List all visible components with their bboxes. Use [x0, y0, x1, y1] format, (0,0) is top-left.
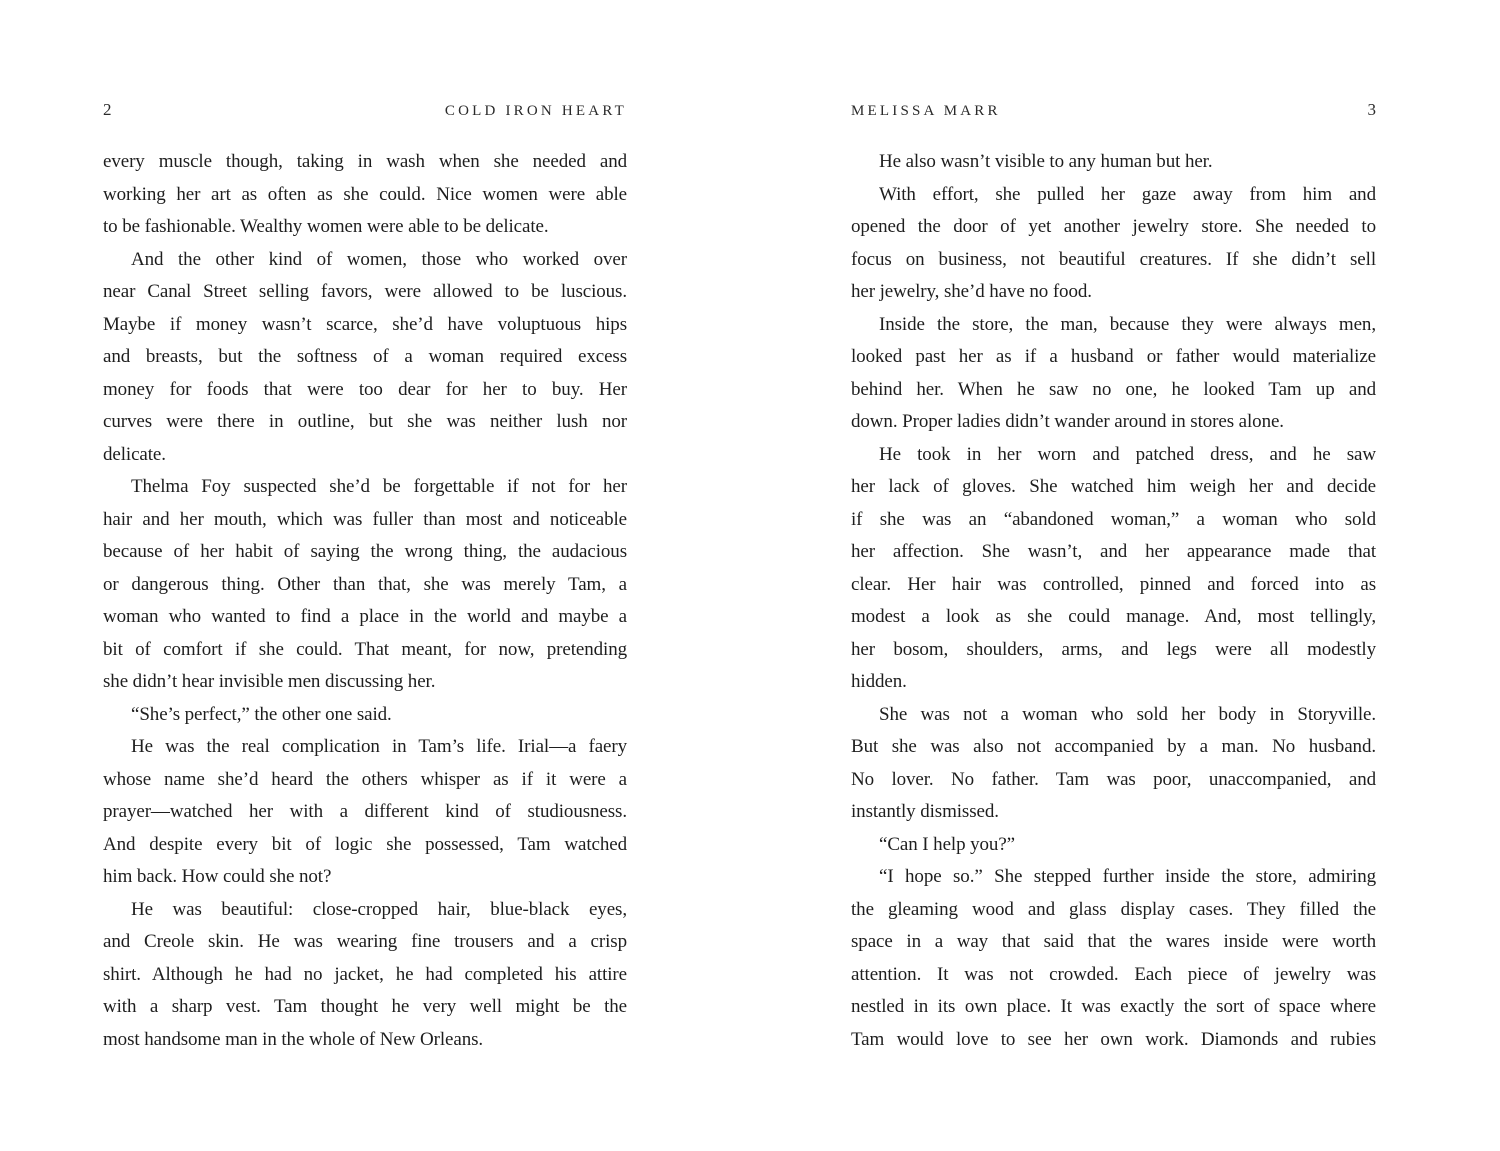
- text-line: she didn’t hear invisible men discussing her.: [103, 671, 436, 692]
- left-page: [103, 0, 627, 1151]
- text-line: He was beautiful: close-cropped hair, blue-black eyes,: [131, 898, 627, 920]
- text-line: Inside the store, the man, because they were always men,: [879, 313, 1376, 335]
- text-line: prayer—watched her with a different kind of studiousness.: [103, 801, 627, 822]
- text-line: down. Proper ladies didn’t wander around in stores alone.: [851, 411, 1284, 432]
- text-line: near Canal Street selling favors, were allowed to be luscious.: [103, 281, 627, 302]
- text-line: her lack of gloves. She watched him weigh her and decide: [851, 476, 1376, 497]
- text-line: “Can I help you?”: [879, 833, 1015, 855]
- text-line: or dangerous thing. Other than that, she was merely Tam, a: [103, 573, 627, 595]
- text-line: with a sharp vest. Tam thought he very well might be the: [103, 996, 627, 1017]
- text-line: With effort, she pulled her gaze away from him and: [879, 183, 1376, 205]
- text-line: shirt. Although he had no jacket, he had completed his attire: [103, 963, 627, 985]
- text-line: to be fashionable. Wealthy women were able to be delicate.: [103, 216, 549, 237]
- text-line: her affection. She wasn’t, and her appearance made that: [851, 541, 1376, 562]
- text-line: curves were there in outline, but she was neither lush nor: [103, 411, 627, 432]
- text-line: the gleaming wood and glass display cases. They filled the: [851, 898, 1376, 920]
- text-line: Thelma Foy suspected she’d be forgettable if not for her: [131, 476, 627, 497]
- text-line: But she was also not accompanied by a man. No husband.: [851, 736, 1376, 757]
- left-running-head: COLD IRON HEART: [444, 103, 627, 119]
- text-line: modest a look as she could manage. And, most tellingly,: [851, 606, 1376, 627]
- text-line: every muscle though, taking in wash when she needed and: [103, 151, 627, 172]
- text-line: She was not a woman who sold her body in Storyville.: [879, 703, 1376, 725]
- text-line: “She’s perfect,” the other one said.: [131, 703, 392, 725]
- text-line: Tam would love to see her own work. Diamonds and rubies: [851, 1028, 1376, 1050]
- text-line: her jewelry, she’d have no food.: [851, 281, 1092, 302]
- text-line: instantly dismissed.: [851, 801, 999, 822]
- right-page-body: [851, 146, 1376, 1056]
- text-line: him back. How could she not?: [103, 866, 332, 887]
- text-line: opened the door of yet another jewelry store. She needed to: [851, 216, 1376, 237]
- text-line: looked past her as if a husband or father would materialize: [851, 346, 1376, 367]
- right-page-number: 3: [1367, 100, 1376, 119]
- text-line: whose name she’d heard the others whisper as if it were a: [103, 768, 627, 790]
- text-line: working her art as often as she could. Nice women were able: [103, 183, 627, 205]
- text-line: delicate.: [103, 443, 166, 465]
- text-line: And the other kind of women, those who worked over: [131, 248, 627, 270]
- text-line: No lover. No father. Tam was poor, unaccompanied, and: [851, 768, 1376, 790]
- text-line: He also wasn’t visible to any human but her.: [879, 151, 1213, 172]
- text-line: nestled in its own place. It was exactly the sort of space where: [851, 996, 1376, 1017]
- right-running-head: MELISSA MARR: [851, 103, 1001, 119]
- text-line: her bosom, shoulders, arms, and legs were all modestly: [851, 638, 1376, 660]
- text-line: clear. Her hair was controlled, pinned and forced into as: [851, 573, 1376, 595]
- text-line: hidden.: [851, 671, 907, 692]
- text-line: Maybe if money wasn’t scarce, she’d have voluptuous hips: [103, 313, 627, 335]
- text-line: behind her. When he saw no one, he looked Tam up and: [851, 378, 1376, 400]
- text-line: bit of comfort if she could. That meant, for now, pretending: [103, 638, 627, 660]
- text-line: “I hope so.” She stepped further inside the store, admiring: [879, 866, 1376, 887]
- right-page-header: [851, 100, 1376, 120]
- text-line: and Creole skin. He was wearing fine trousers and a crisp: [103, 931, 627, 952]
- left-page-body: [103, 146, 627, 1056]
- text-line: most handsome man in the whole of New Orleans.: [103, 1028, 484, 1050]
- text-line: He was the real complication in Tam’s life. Irial—a faery: [131, 736, 627, 757]
- text-line: focus on business, not beautiful creatures. If she didn’t sell: [851, 248, 1376, 270]
- left-page-header: [103, 100, 627, 120]
- text-line: space in a way that said that the wares inside were worth: [851, 931, 1376, 952]
- text-line: and breasts, but the softness of a woman required excess: [103, 346, 627, 367]
- text-line: attention. It was not crowded. Each piece of jewelry was: [851, 963, 1376, 985]
- text-line: And despite every bit of logic she possessed, Tam watched: [103, 833, 627, 855]
- text-line: because of her habit of saying the wrong thing, the audacious: [103, 541, 627, 562]
- right-page: [851, 0, 1376, 1151]
- text-line: hair and her mouth, which was fuller than most and noticeable: [103, 508, 627, 530]
- text-line: He took in her worn and patched dress, and he saw: [879, 443, 1376, 465]
- text-line: woman who wanted to find a place in the world and maybe a: [103, 606, 627, 627]
- text-line: money for foods that were too dear for her to buy. Her: [103, 378, 627, 400]
- left-page-number: 2: [103, 100, 112, 119]
- text-line: if she was an “abandoned woman,” a woman who sold: [851, 508, 1376, 530]
